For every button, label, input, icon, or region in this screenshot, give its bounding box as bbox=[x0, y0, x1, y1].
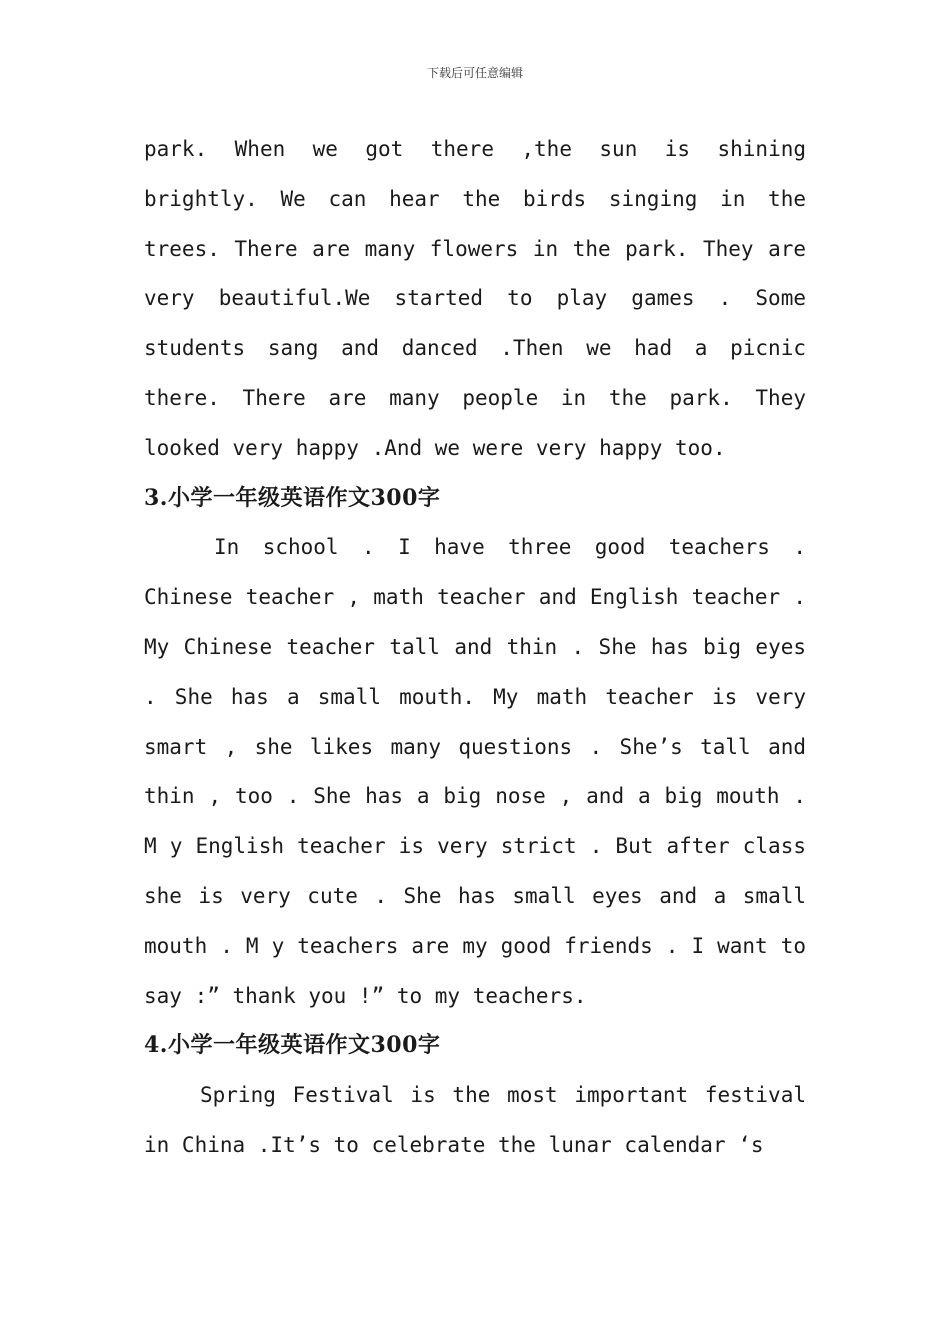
paragraph-park-outing: park. When we got there ,the sun is shining brightly. We can hear the birds singing in the trees. There are many flowers in the park. They are very beautiful.We started to play games . Some students sang and danced .Then we had a picnic there. There are many people in the park. They looked very happy .And we were very happy too. bbox=[144, 137, 806, 460]
section-heading-4: 4.小学一年级英语作文300字 bbox=[144, 1032, 441, 1059]
section-heading-3: 3.小学一年级英语作文300字 bbox=[144, 484, 441, 511]
paragraph-teachers: In school . I have three good teachers . Chinese teacher , math teacher and English teacher . My Chinese teacher tall and thin . She has big eyes . She has a small mouth. My math teacher is very smart , she likes many questions . She’s tall and thin , too . She has a big nose , and a big mouth . M y English teacher is very strict . But after class she is very cute . She has small eyes and a small mouth . M y teachers are my good friends . I want to say :” thank you !” to my teachers. bbox=[144, 535, 806, 1008]
document-body bbox=[144, 125, 806, 1171]
page-header-note: 下载后可任意编辑 bbox=[426, 66, 523, 80]
paragraph-spring-festival: Spring Festival is the most important festival in China .It’s to celebrate the lunar calendar ‘s bbox=[144, 1083, 806, 1157]
